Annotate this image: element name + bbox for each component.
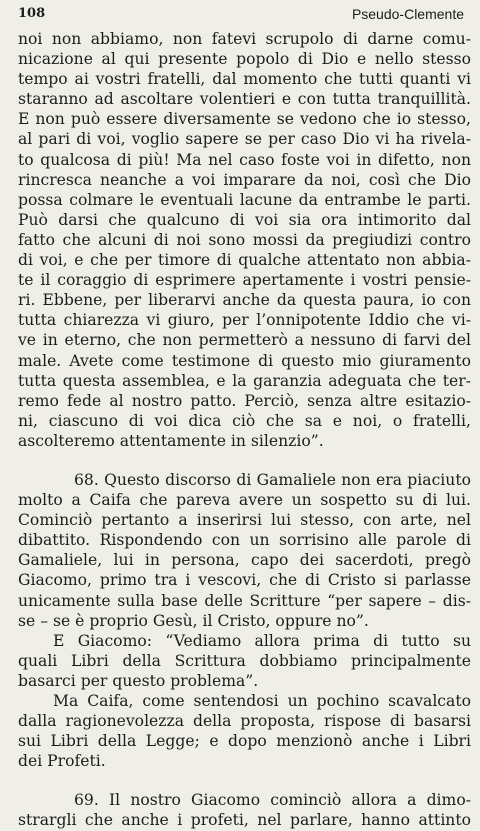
text-line: ascolteremo attentamente in silenzio”. xyxy=(18,431,324,450)
text-line: se – se è proprio Gesù, il Cristo, oppure no”. xyxy=(18,611,369,630)
text-line: te il coraggio di esprimere apertamente i vostri pensie- xyxy=(18,271,471,290)
text-line: tutta chiarezza vi giuro, per l’onnipotente Iddio che vi- xyxy=(18,311,471,330)
text-line: to qualcosa di più! Ma nel caso foste voi in difetto, non xyxy=(18,150,471,169)
text-line: Ma Caifa, come sentendosi un pochino scavalcato xyxy=(53,692,471,710)
text-line: dalla ragionevolezza della proposta, rispose di basarsi xyxy=(18,712,471,731)
paragraph-giacomo-reply xyxy=(18,631,471,691)
text-line: tutta questa assemblea, e la garanzia adeguata che ter- xyxy=(18,371,471,390)
text-line: nicazione al qui presente popolo di Dio e nello stesso xyxy=(18,50,471,69)
text-line: 68. Questo discorso di Gamaliele non era piaciuto xyxy=(74,470,471,489)
body-text xyxy=(18,29,471,831)
text-line: male. Avete come testimone di questo mio giuramento xyxy=(18,351,471,370)
text-line: E Giacomo: “Vediamo allora prima di tutto su xyxy=(53,631,471,650)
text-line: ve in eterno, che non permetterò a nessuno di farvi del xyxy=(18,331,471,350)
paragraph-69 xyxy=(18,790,471,830)
paragraph-continuation xyxy=(18,29,471,451)
section-gap xyxy=(18,771,471,790)
text-line: quali Libri della Scrittura dobbiamo principalmente xyxy=(18,651,471,670)
text-line: molto a Caifa che pareva avere un sospetto su di lui. xyxy=(18,491,471,510)
text-line: al pari di voi, voglio sapere se per caso Dio vi ha rivela- xyxy=(18,130,471,149)
text-line: noi non abbiamo, non fatevi scrupolo di darne comu- xyxy=(18,30,471,48)
text-line: remo fede al nostro patto. Perciò, senza altre esitazio- xyxy=(18,391,471,410)
text-line: dei Profeti. xyxy=(18,752,106,771)
text-line: unicamente sulla base delle Scritture “per sapere – dis- xyxy=(18,591,471,610)
section-gap xyxy=(18,451,471,470)
text-line: staranno ad ascoltare volentieri e con tutta tranquillità. xyxy=(18,90,471,109)
text-line: Cominciò pertanto a inserirsi lui stesso, con arte, nel xyxy=(18,511,471,530)
text-line: ri. Ebbene, per liberarvi anche da questa paura, io con xyxy=(18,291,471,310)
page-header xyxy=(18,6,464,26)
paragraph-68 xyxy=(18,470,471,631)
text-line: Giacomo, primo tra i vescovi, che di Cristo si parlasse xyxy=(18,571,471,590)
paragraph-caifa-reply xyxy=(18,691,471,771)
text-line: 69. Il nostro Giacomo cominciò allora a dimo- xyxy=(74,791,471,810)
text-line: tempo ai vostri fratelli, dal momento che tutti quanti vi xyxy=(18,70,471,89)
text-line: Gamaliele, lui in persona, capo dei sacerdoti, pregò xyxy=(18,551,471,570)
text-line: E non può essere diversamente se vedono che io stesso, xyxy=(18,110,471,129)
running-head: Pseudo-Clemente xyxy=(351,6,464,22)
text-line: dibattito. Rispondendo con un sorrisino alle parole di xyxy=(18,531,471,550)
text-line: ni, ciascuno di voi dica ciò che sa e noi, o fratelli, xyxy=(18,411,471,430)
text-line: rincresca neanche a voi imparare da noi, così che Dio xyxy=(18,170,471,189)
text-line: fatto che alcuni di noi sono mossi da pregiudizi contro xyxy=(18,230,471,249)
text-line: basarci per questo problema”. xyxy=(18,671,259,690)
text-line: strargli che anche i profeti, nel parlare, hanno attinto xyxy=(18,811,471,830)
page-number: 108 xyxy=(18,6,46,21)
text-line: sui Libri della Legge; e dopo menzionò anche i Libri xyxy=(18,732,471,751)
text-line: possa colmare le eventuali lacune da entrambe le parti. xyxy=(18,190,471,209)
text-line: Può darsi che qualcuno di voi sia ora intimorito dal xyxy=(18,210,471,229)
text-line: di voi, e che per timore di qualche attentato non abbia- xyxy=(18,251,471,270)
